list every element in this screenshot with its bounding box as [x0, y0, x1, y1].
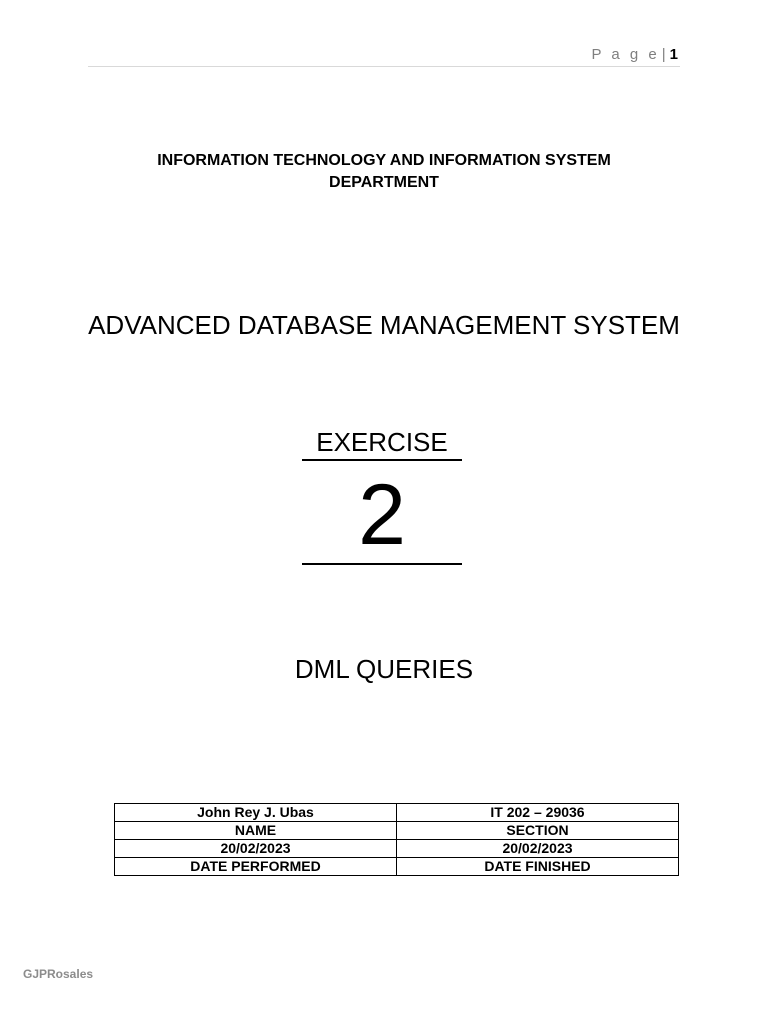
exercise-number: 2 — [302, 469, 462, 565]
info-table — [114, 803, 679, 876]
student-name-value: John Rey J. Ubas — [115, 804, 397, 822]
department-line-2: DEPARTMENT — [329, 174, 439, 191]
table-row — [115, 858, 679, 876]
date-performed-value: 20/02/2023 — [115, 840, 397, 858]
date-finished-value: 20/02/2023 — [397, 840, 679, 858]
page-word: P a g e — [591, 46, 660, 63]
course-title: ADVANCED DATABASE MANAGEMENT SYSTEM — [88, 310, 680, 340]
department-line-1: INFORMATION TECHNOLOGY AND INFORMATION SYSTEM — [157, 152, 611, 169]
date-performed-label: DATE PERFORMED — [115, 858, 397, 876]
section-value: IT 202 – 29036 — [397, 804, 679, 822]
section-label: SECTION — [397, 822, 679, 840]
table-row — [115, 822, 679, 840]
table-row — [115, 840, 679, 858]
table-row — [115, 804, 679, 822]
page-number-label — [591, 46, 678, 64]
exercise-label: EXERCISE — [302, 426, 462, 461]
page-header — [88, 46, 680, 67]
page-number: 1 — [669, 46, 678, 63]
footer-author: GJPRosales — [23, 967, 94, 981]
department-heading — [0, 150, 768, 194]
topic-title: DML QUERIES — [294, 654, 474, 684]
date-finished-label: DATE FINISHED — [397, 858, 679, 876]
page-separator: | — [661, 46, 666, 63]
exercise-block — [302, 426, 462, 565]
name-label: NAME — [115, 822, 397, 840]
